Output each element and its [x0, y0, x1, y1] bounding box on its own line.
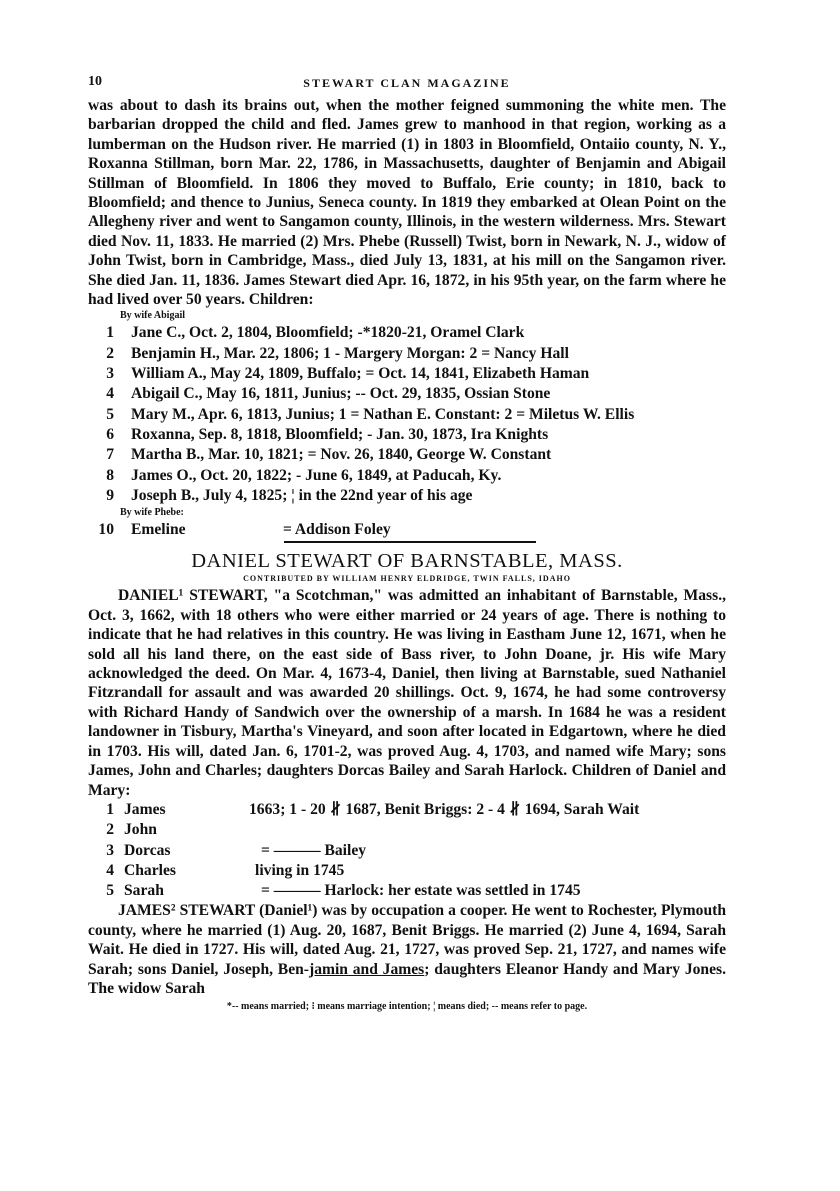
child-name: Charles [124, 861, 176, 879]
list-item [88, 800, 726, 820]
list-item [88, 445, 726, 465]
underlined-names: jamin and James [309, 960, 425, 978]
list-item [88, 405, 726, 425]
paragraph-tail: ; daughters Eleanor Handy and Mary Jones. The widow Sarah [88, 960, 726, 998]
list-item [88, 344, 726, 364]
list-item [88, 486, 726, 506]
child-entry: 1663; 1 - 20 ∦ 1687, Benit Briggs: 2 - 4 ∦ 1694, Sarah Wait [249, 800, 640, 818]
child-entry: Abigail C., May 16, 1811, Junius; -- Oct. 29, 1835, Ossian Stone [131, 385, 551, 403]
child-number: 5 [106, 405, 114, 423]
child-entry: William A., May 24, 1809, Buffalo; = Oct. 14, 1841, Elizabeth Haman [131, 365, 590, 383]
child-number: 6 [106, 425, 114, 443]
child-number: 9 [106, 486, 114, 504]
list-item [88, 466, 726, 486]
wife-phebe-heading: By wife Phebe: [120, 507, 184, 519]
list-item [88, 384, 726, 404]
child-entry: Roxanna, Sep. 8, 1818, Bloomfield; - Jan. 30, 1873, Ira Knights [131, 425, 549, 443]
child-entry: = ——— Harlock: her estate was settled in 1745 [261, 882, 581, 900]
child-number: 10 [98, 521, 114, 539]
list-item [88, 820, 726, 840]
child-entry: James O., Oct. 20, 1822; - June 6, 1849, at Paducah, Ky. [131, 466, 502, 484]
child-number: 3 [106, 841, 114, 859]
paragraph-james-narrative: was about to dash its brains out, when the mother feigned summoning the white men. The barbarian dropped the child and fled. James grew to manhood in that region, working as a lumberman on the Hudson river. He married (1) in 1803 in Bloomfield, Ontaiio county, N. Y., Roxanna Stillman, born Mar. 22, 1786, in Massachusetts, daughter of Benjamin and Abigail Stillman of Bloomfield. In 1806 they moved to Buffalo, Erie county; in 1810, back to Bloomfield; and thence to Junius, Seneca county. In 1819 they embarked at Olean Point on the Allegheny river and went to Sangamon county, Illinois, in the western wilderness. Mrs. Stewart died Nov. 11, 1833. He married (2) Mrs. Phebe (Russell) Twist, born in Newark, N. J., widow of John Twist, born in Cambridge, Mass., died July 13, 1831, at his mill on the Sangamon river. She died Jan. 11, 1836. James Stewart died Apr. 16, 1872, in his 95th year, on the farm where he had lived over 50 years. Children: [88, 97, 726, 309]
child-entry: Benjamin H., Mar. 22, 1806; 1 - Margery Morgan: 2 = Nancy Hall [131, 344, 569, 362]
wife-abigail-heading: By wife Abigail [120, 310, 186, 322]
footnote-legend: *-- means married; ⁝ means marriage intention; ¦ means died; -- means refer to page. [226, 1001, 588, 1013]
child-number: 4 [106, 861, 114, 879]
list-item [88, 520, 726, 540]
children-list-phebe [88, 520, 726, 540]
child-entry: Mary M., Apr. 6, 1813, Junius; 1 = Nathan E. Constant: 2 = Miletus W. Ellis [131, 405, 635, 423]
section-title: DANIEL STEWART OF BARNSTABLE, MASS. [191, 550, 623, 573]
paragraph-lead: JAMES² STEWART (Daniel¹) was by occupation a cooper. He went to Rochester, Plymouth county, where he married (1) Aug. 20, 1687, Benit Briggs. He married (2) June 4, 1694, Sarah Wait. He died in 1727. His will, dated Aug. 21, 1727, was proved Sep. 21, 1727, and names wife Sarah; sons Daniel, Joseph, Ben- [88, 902, 726, 978]
child-number: 4 [106, 385, 114, 403]
child-number: 1 [106, 324, 114, 342]
child-number: 2 [106, 821, 114, 839]
child-spouse: = Addison Foley [283, 521, 391, 539]
paragraph-daniel: DANIEL¹ STEWART, "a Scotchman," was admitted an inhabitant of Barnstable, Mass., Oct. 3, 1662, with 18 others who were either married or 24 years of age. There is nothing to indicate that he had relatives in this country. He was living in Eastham June 12, 1671, when he sold all his land there, on the east side of Bass river, to John Doane, jr. His wife Mary acknowledged the deed. On Mar. 4, 1673-4, Daniel, then living at Barnstable, sued Nathaniel Fitzrandall for assault and was awarded 20 shillings. Oct. 9, 1674, he had some controversy with Richard Handy of Sandwich over the ownership of a marsh. In 1684 he was a resident landowner in Tisbury, Martha's Vineyard, and soon after located in Edgartown, where he died in 1703. His will, dated Jan. 6, 1701-2, was proved Aug. 4, 1703, and named wife Mary; sons James, John and Charles; daughters Dorcas Bailey and Sarah Harlock. Children of Daniel and Mary: [88, 587, 726, 799]
section-divider [284, 541, 536, 543]
child-number: 2 [106, 344, 114, 362]
child-entry: = ——— Bailey [261, 841, 367, 859]
child-number: 8 [106, 466, 114, 484]
child-entry: Martha B., Mar. 10, 1821; = Nov. 26, 1840, George W. Constant [131, 446, 552, 464]
paragraph-james-cooper [88, 901, 726, 998]
child-name: Emeline [131, 521, 186, 539]
list-item [88, 364, 726, 384]
list-item [88, 881, 726, 901]
list-item [88, 323, 726, 343]
contributor-line: CONTRIBUTED BY WILLIAM HENRY ELDRIDGE, TWIN FALLS, IDAHO [243, 574, 571, 584]
child-number: 3 [106, 365, 114, 383]
child-entry [249, 820, 726, 840]
children-list-daniel [88, 800, 726, 901]
list-item [88, 841, 726, 861]
magazine-title: STEWART CLAN MAGAZINE [303, 76, 511, 90]
child-number: 5 [106, 882, 114, 900]
list-item [88, 861, 726, 881]
children-list-james [88, 323, 726, 506]
child-name: Dorcas [124, 841, 171, 859]
child-number: 1 [106, 800, 114, 818]
list-item [88, 425, 726, 445]
page [88, 74, 726, 1012]
child-number: 7 [106, 446, 114, 464]
child-name: James [124, 800, 166, 818]
child-name: Sarah [124, 882, 164, 900]
running-header [88, 74, 726, 96]
page-number: 10 [88, 74, 102, 89]
child-entry: Joseph B., July 4, 1825; ¦ in the 22nd year of his age [131, 486, 473, 504]
child-entry: living in 1745 [255, 861, 345, 879]
child-entry: Jane C., Oct. 2, 1804, Bloomfield; -*1820-21, Oramel Clark [131, 324, 525, 342]
child-name: John [124, 821, 157, 839]
